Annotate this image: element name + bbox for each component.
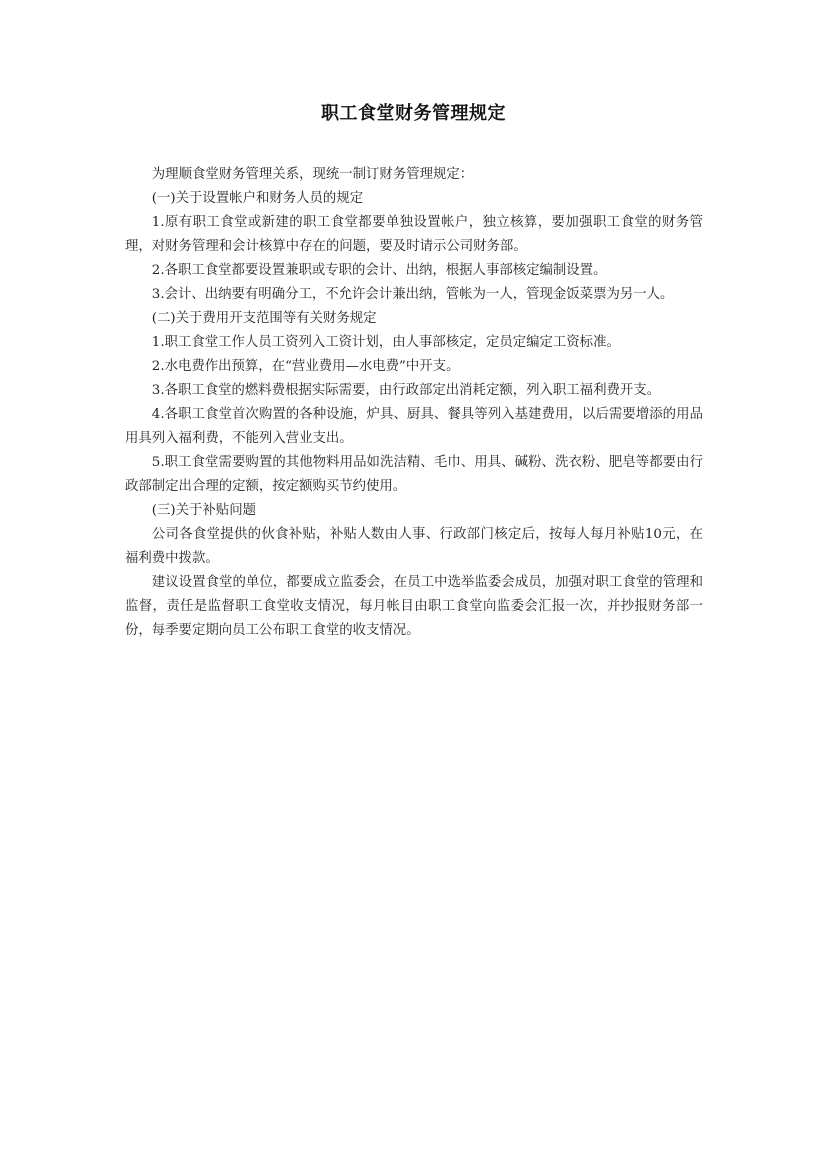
clause-paragraph: 3.会计、出纳要有明确分工，不允许会计兼出纳，管帐为一人，管现金饭菜票为另一人。 bbox=[151, 287, 674, 302]
section-heading-accounts: (一)关于设置帐户和财务人员的规定 bbox=[151, 191, 364, 206]
clause-paragraph: 5.职工食堂需要购置的其他物料用品如洗洁精、毛巾、用具、碱粉、洗衣粉、肥皂等都要由行政部制定出合理的定额，按定额购买节约使用。 bbox=[125, 455, 703, 494]
intro-paragraph: 为理顺食堂财务管理关系，现统一制订财务管理规定： bbox=[151, 167, 474, 182]
clause-paragraph: 公司各食堂提供的伙食补贴，补贴人数由人事、行政部门核定后，按每人每月补贴10元，在福利费中拨款。 bbox=[125, 527, 703, 566]
clause-paragraph: 2.各职工食堂都要设置兼职或专职的会计、出纳，根据人事部核定编制设置。 bbox=[151, 263, 607, 278]
clause-paragraph: 4.各职工食堂首次购置的各种设施，炉具、厨具、餐具等列入基建费用，以后需要增添的用品用具列入福利费，不能列入营业支出。 bbox=[125, 407, 703, 446]
clause-paragraph: 1.原有职工食堂或新建的职工食堂都要单独设置帐户，独立核算，要加强职工食堂的财务管理，对财务管理和会计核算中存在的问题，要及时请示公司财务部。 bbox=[125, 215, 703, 254]
document-title: 职工食堂财务管理规定 bbox=[321, 103, 506, 124]
section-heading-expenses: (二)关于费用开支范围等有关财务规定 bbox=[151, 311, 377, 326]
clause-paragraph: 1.职工食堂工作人员工资列入工资计划，由人事部核定，定员定编定工资标准。 bbox=[151, 335, 620, 350]
closing-paragraph: 建议设置食堂的单位，都要成立监委会，在员工中选举监委会成员，加强对职工食堂的管理和监督，责任是监督职工食堂收支情况，每月帐目由职工食堂向监委会汇报一次，并抄报财务部一份，每季要定期向员工公布职工食堂的收支情况。 bbox=[125, 575, 703, 638]
section-heading-subsidy: (三)关于补贴问题 bbox=[151, 503, 256, 518]
document-body bbox=[125, 163, 703, 643]
clause-paragraph: 3.各职工食堂的燃料费根据实际需要，由行政部定出消耗定额，列入职工福利费开支。 bbox=[151, 383, 661, 398]
clause-paragraph: 2.水电费作出预算，在“营业费用—水电费”中开支。 bbox=[151, 359, 460, 374]
